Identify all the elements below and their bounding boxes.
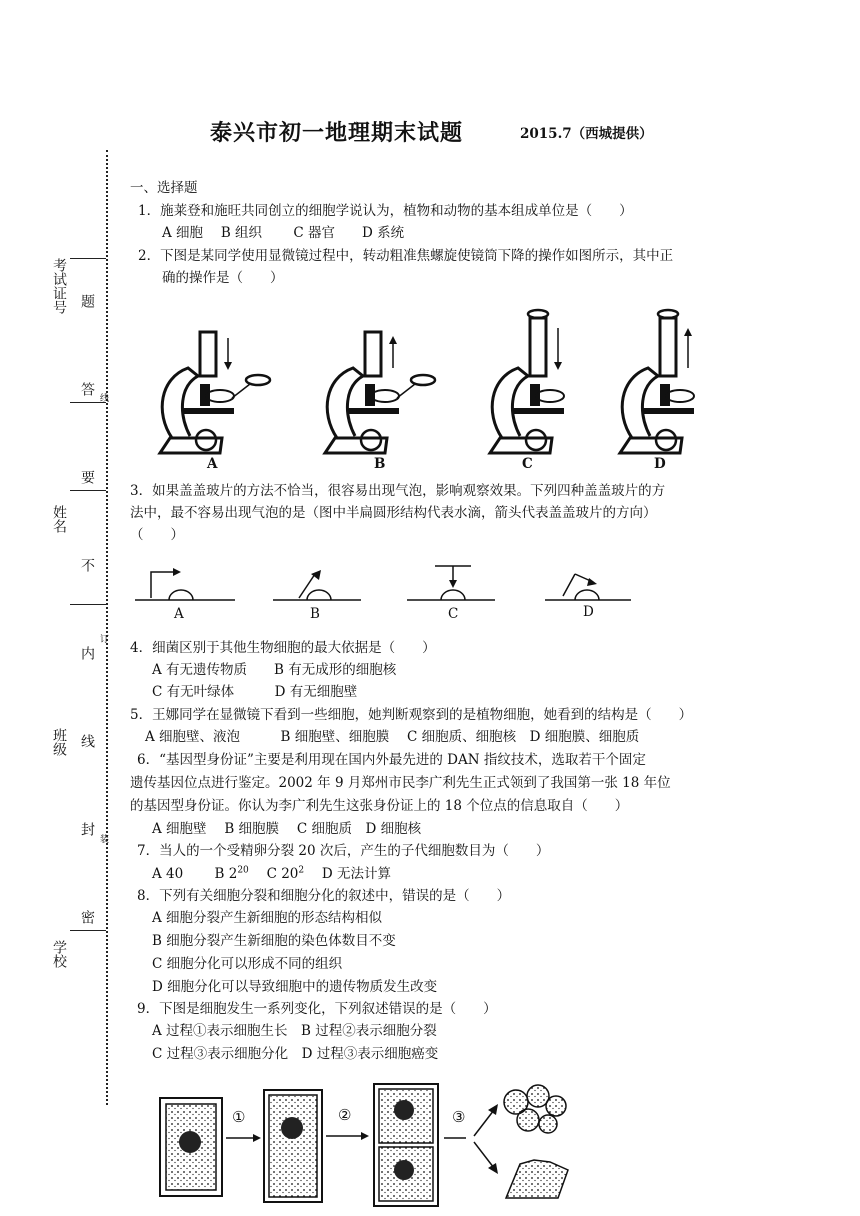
section-heading: 一、选择题 (130, 180, 198, 196)
option-b: B 2 (214, 866, 238, 882)
cell-step-1 (160, 1098, 222, 1196)
process-label: ② (338, 1106, 352, 1124)
figure-label: A (174, 606, 184, 622)
question-8-stem: 8．下列有关细胞分裂和细胞分化的叙述中，错误的是（ ） (137, 888, 511, 904)
question-1-stem: 1．施莱登和施旺共同创立的细胞学说认为，植物和动物的基本组成单位是（ ） (138, 203, 633, 219)
question-3-stem: 3．如果盖盖玻片的方法不恰当，很容易出现气泡，影响观察效果。下列四种盖盖玻片的方 (130, 483, 666, 499)
microscope-a (160, 332, 270, 453)
margin-small-char: 装 (98, 834, 108, 843)
question-1-options: A 细胞 B 组织 C 器官 D 系统 (162, 225, 405, 241)
margin-underline (70, 930, 106, 931)
question-5-stem: 5．王娜同学在显微镜下看到一些细胞，她判断观察到的是植物细胞，她看到的结构是（ ） (130, 707, 693, 723)
margin-underline (70, 490, 106, 491)
coverslip-d (545, 574, 631, 600)
arrow-2 (326, 1132, 369, 1140)
question-9-options: A 过程①表示细胞生长 B 过程②表示细胞分裂 (152, 1023, 437, 1039)
margin-underline (70, 402, 106, 403)
page-title: 泰兴市初一地理期末试题 (210, 120, 464, 146)
question-8-option: D 细胞分化可以导致细胞中的遗传物质发生改变 (152, 979, 438, 995)
question-2-stem: 2．下图是某同学使用显微镜过程中，转动粗准焦螺旋使镜筒下降的操作如图所示，其中正 (138, 248, 674, 264)
figure-label: A (207, 456, 218, 472)
coverslip-b (273, 570, 361, 600)
margin-notice-char: 答 (79, 382, 95, 396)
tissue-fan (506, 1160, 568, 1198)
margin-label-name: 姓名 (51, 505, 67, 533)
margin-notice-char: 要 (79, 470, 95, 484)
figure-label: C (522, 456, 533, 472)
question-3-stem: 法中，最不容易出现气泡的是（图中半扁圆形结构代表水滴，箭头代表盖盖玻片的方向） (130, 505, 657, 521)
coverslip-figure (135, 560, 635, 610)
option-d: D 无法计算 (321, 866, 392, 882)
microscope-b (325, 332, 435, 453)
margin-small-char: 订 (98, 634, 108, 643)
question-6-stem: 6．“基因型身份证”主要是利用现在国内外最先进的 DAN 指纹技术，选取若干个固定 (137, 752, 646, 768)
cell-process-figure (158, 1080, 588, 1210)
margin-label-class: 班级 (51, 728, 67, 756)
figure-label: D (654, 456, 666, 472)
margin-notice-char: 不 (79, 558, 95, 572)
binding-dotted-line (106, 150, 108, 1105)
process-label: ③ (452, 1108, 466, 1126)
margin-notice-char: 密 (79, 910, 95, 924)
question-9-options: C 过程③表示细胞分化 D 过程③表示细胞癌变 (152, 1046, 439, 1062)
option-c: C 20 (266, 866, 299, 882)
question-7-stem: 7．当人的一个受精卵分裂 20 次后，产生的子代细胞数目为（ ） (137, 843, 550, 859)
coverslip-a (135, 568, 235, 600)
figure-label: C (448, 606, 459, 622)
margin-notice-char: 内 (79, 646, 95, 660)
margin-label-school: 学校 (51, 940, 67, 968)
question-8-option: A 细胞分裂产生新细胞的形态结构相似 (152, 910, 383, 926)
margin-small-char: 线 (98, 393, 108, 402)
question-6-stem: 遗传基因位点进行鉴定。2002 年 9 月郑州市民李广利先生正式领到了我国第一张 18 年位 (130, 775, 671, 791)
margin-notice-char: 线 (79, 734, 95, 748)
margin-notice-char: 封 (79, 822, 95, 836)
question-5-options: A 细胞壁、液泡 B 细胞壁、细胞膜 C 细胞质、细胞核 D 细胞膜、细胞质 (145, 729, 640, 745)
cell-cluster (504, 1085, 566, 1133)
margin-underline (70, 604, 106, 605)
question-7-options (152, 862, 391, 882)
question-8-option: B 细胞分裂产生新细胞的染色体数目不变 (152, 933, 396, 949)
option-b-exponent: 20 (237, 865, 249, 876)
microscope-c (490, 310, 564, 453)
question-9-stem: 9．下图是细胞发生一系列变化，下列叙述错误的是（ ） (137, 1001, 497, 1017)
coverslip-c (407, 566, 495, 600)
microscope-d (620, 310, 694, 453)
question-4-stem: 4．细菌区别于其他生物细胞的最大依据是（ ） (130, 640, 436, 656)
process-label: ① (232, 1108, 246, 1126)
question-3-stem: （ ） (130, 527, 184, 543)
option-a: A 40 (152, 866, 184, 882)
margin-notice-char: 题 (79, 294, 95, 308)
page-subtitle: 2015.7（西城提供） (520, 126, 653, 142)
cell-step-2 (264, 1090, 322, 1202)
question-6-options: A 细胞壁 B 细胞膜 C 细胞质 D 细胞核 (152, 821, 422, 837)
option-c-exponent: 2 (298, 865, 305, 876)
question-2-stem: 确的操作是（ ） (162, 270, 284, 286)
microscope-figure (150, 308, 710, 478)
figure-label: B (374, 456, 386, 472)
arrow-1 (226, 1134, 261, 1142)
margin-underline (70, 258, 106, 259)
question-6-stem: 的基因型身份证。你认为李广利先生这张身份证上的 18 个位点的信息取自（ ） (130, 798, 629, 814)
question-4-options: A 有无遗传物质 B 有无成形的细胞核 (152, 662, 397, 678)
figure-label: D (583, 604, 594, 620)
margin-label-exam-id: 考试证号 (51, 258, 67, 314)
question-8-option: C 细胞分化可以形成不同的组织 (152, 956, 343, 972)
cell-step-3 (374, 1084, 438, 1206)
question-4-options: C 有无叶绿体 D 有无细胞壁 (152, 684, 358, 700)
figure-label: B (310, 606, 320, 622)
